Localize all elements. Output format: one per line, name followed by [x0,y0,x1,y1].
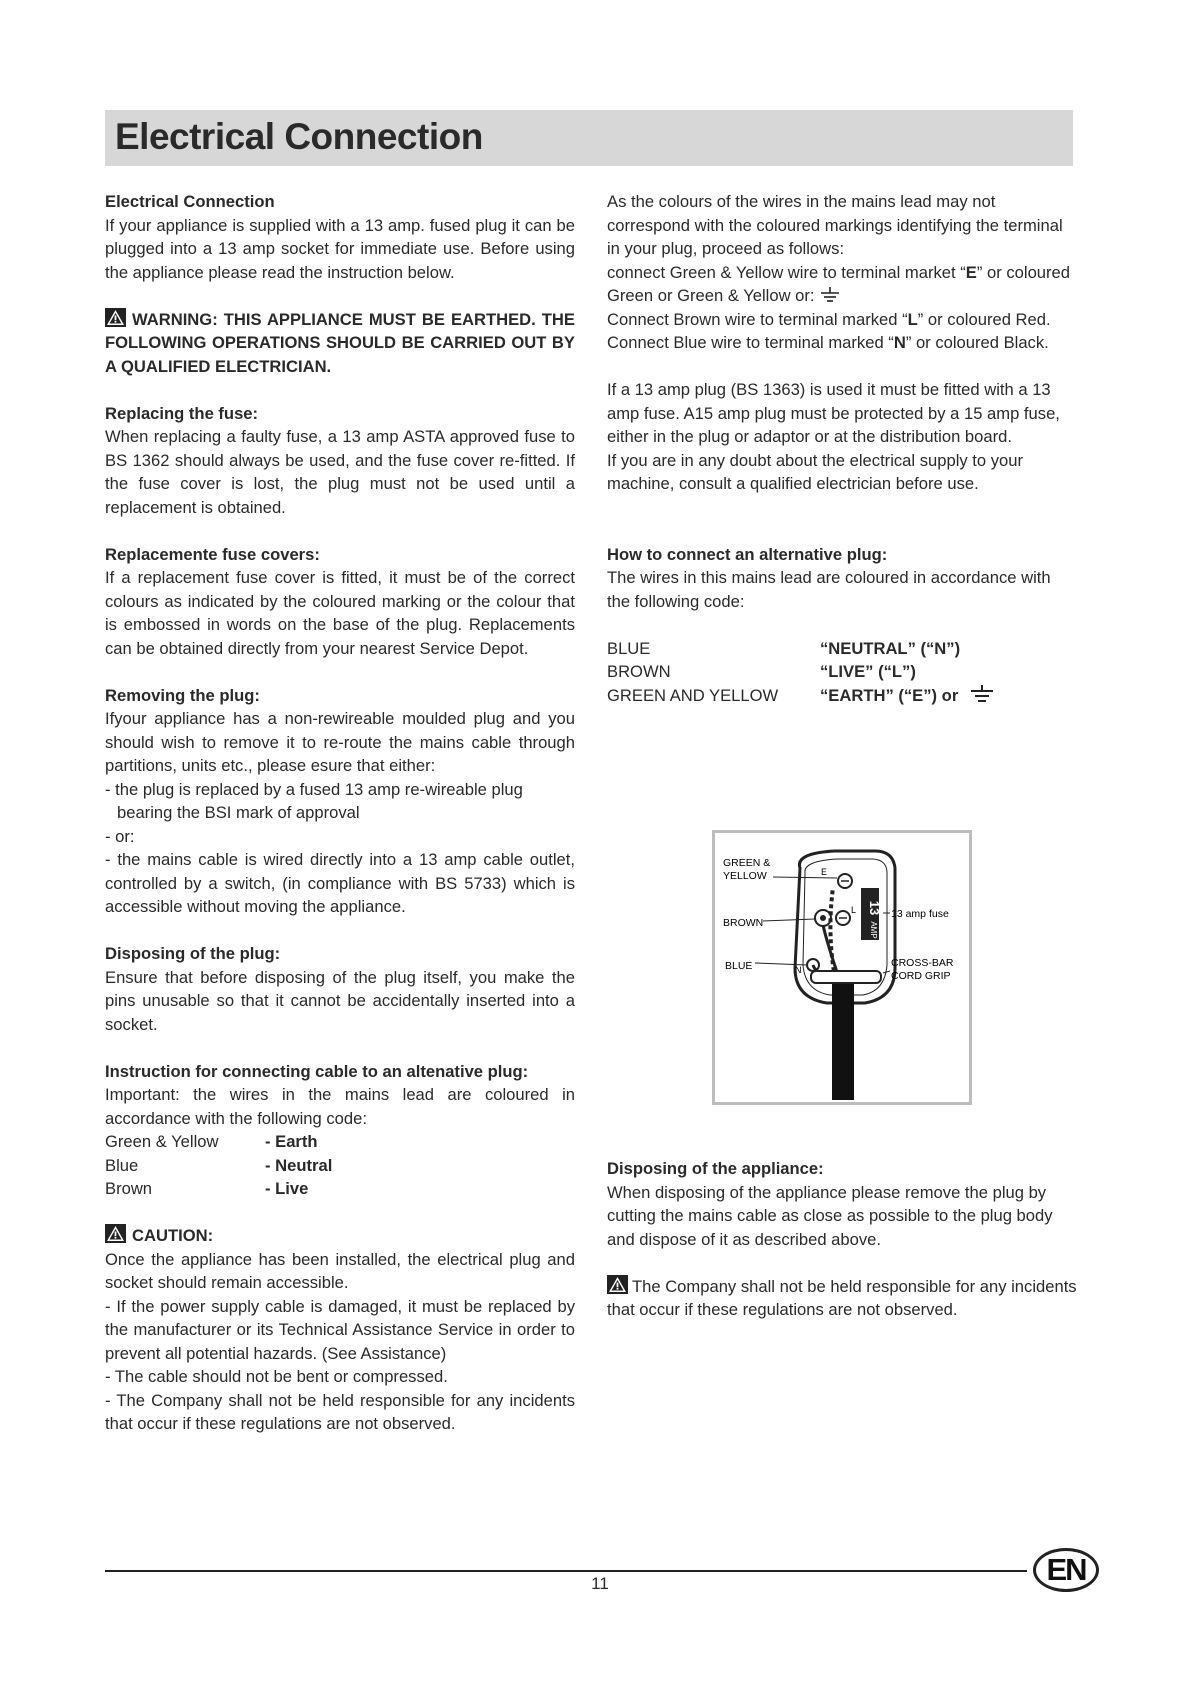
removing-text: Ifyour appliance has a non-rewireable moulded plug and you should wish to remove it to re-route the mains cable through partitions, units etc., please esure that either: [105,709,575,775]
fuse-heading: Replacing the fuse: [105,403,259,423]
removing-or: - or: [105,826,135,846]
code-row [105,1130,575,1154]
code-row [105,1154,575,1178]
caution-text-2: - If the power supply cable is damaged, it must be replaced by the manufacturer or its Technical Assistance Service in order to prevent all potential hazards. (See Assistance) [105,1296,575,1363]
label-cordgrip: CORD GRIP [891,970,951,982]
howto-text: The wires in this mains lead are coloured in accordance with the following code: [607,568,1051,611]
code-role: “EARTH” (“E”) or [820,684,995,708]
caution-text-3: - The cable should not be bent or compressed. [105,1367,448,1386]
code-row [105,1177,575,1201]
code-wire: BLUE [607,638,651,658]
page-number: 11 [591,1574,609,1593]
caution-text-4: - The Company shall not be held responsible for any incidents that occur if these regulations are not observed. [105,1390,575,1433]
disposing-appliance-text: When disposing of the appliance please remove the plug by cutting the mains cable as close as possible to the plug body and dispose of it as described above. [607,1182,1053,1249]
code-role: - Live [265,1179,309,1198]
earth-symbol-icon [819,286,841,304]
warning-icon [607,1275,628,1294]
label-blue: BLUE [725,960,753,972]
terminal-n-label: N [795,965,802,975]
right-column [607,190,1077,707]
plug-diagram-svg [715,833,969,1102]
howto-heading: How to connect an alternative plug: [607,544,888,564]
intro-heading: Electrical Connection [105,192,275,211]
green-instruction: connect Green & Yellow wire to terminal market “E” or coloured Green or Green & Yellow or: [607,262,1071,305]
disposing-appliance-heading: Disposing of the appliance: [607,1159,824,1178]
code-role: “NEUTRAL” (“N”) [820,638,961,658]
disposing-plug-heading: Disposing of the plug: [105,944,281,963]
fuse-number: 13 [867,900,882,916]
covers-heading: Replacemente fuse covers: [105,544,320,564]
colours-intro: As the colours of the wires in the mains lead may not correspond with the coloured markings identifying the terminal in your plug, proceed as follows: [607,192,1063,258]
earth-symbol-icon [969,684,995,704]
removing-item-2: - the mains cable is wired directly into a 13 amp cable outlet, controlled by a switch, (in compliance with BS 5733) which is accessible without moving the appliance. [105,850,575,916]
code-row [607,637,1077,661]
left-column [105,190,575,1436]
company-notice [607,1275,1077,1322]
title-bar [105,110,1073,166]
code-role: - Neutral [265,1155,333,1175]
warning-block [105,308,575,379]
right-bottom [607,1157,1077,1322]
removing-item-1: - the plug is replaced by a fused 13 amp re-wireable plug [105,779,523,799]
page-title: Electrical Connection [115,116,483,157]
fuse-unit: AMP [869,921,878,939]
caution-icon [105,1224,126,1243]
disposing-plug-text: Ensure that before disposing of the plug itself, you make the pins unusable so that it cannot be accidentally inserted into a socket. [105,967,575,1034]
plug13-text: If a 13 amp plug (BS 1363) is used it must be fitted with a 13 amp fuse. A15 amp plug must be protected by a 15 amp fuse, either in the plug or adaptor or at the distribution board. [607,380,1060,446]
warning-text: WARNING: THIS APPLIANCE MUST BE EARTHED. THE FOLLOWING OPERATIONS SHOULD BE CARRIED OUT BY A QUALIFIED ELECTRICIAN. [105,309,575,376]
language-badge: EN [1033,1548,1099,1592]
removing-heading: Removing the plug: [105,685,260,705]
code-role: “LIVE” (“L”) [820,662,916,681]
brown-instruction: Connect Brown wire to terminal marked “L” or coloured Red. [607,309,1051,329]
footer-rule [105,1570,1027,1572]
fuse-text: When replacing a faulty fuse, a 13 amp ASTA approved fuse to BS 1362 should always be used, and the fuse cover re-fitted. If the fuse cover is lost, the plug must not be used until a replacement is obtained. [105,427,575,517]
code-row [607,684,1077,708]
doubt-text: If you are in any doubt about the electrical supply to your machine, consult a qualified electrician before use. [607,450,1024,493]
covers-text: If a replacement fuse cover is fitted, it must be of the correct colours as indicated by the coloured marking or the colour that is embossed in words on the base of the plug. Replacements can be obtained directly from your nearest Service Depot. [105,568,575,658]
intro-text: If your appliance is supplied with a 13 amp. fused plug it can be plugged into a 13 amp socket for immediate use. Before using the appliance please read the instruction below. [105,215,575,282]
code-role: - Earth [265,1132,318,1151]
caution-text-1: Once the appliance has been installed, the electrical plug and socket should remain accessible. [105,1249,575,1292]
alt-plug-text: Important: the wires in the mains lead are coloured in accordance with the following code: [105,1085,575,1128]
warning-icon [105,308,126,327]
terminal-e-label: E [821,867,828,877]
code-wire: GREEN AND YELLOW [607,685,779,705]
code-wire: BROWN [607,662,671,681]
blue-instruction: Connect Blue wire to terminal marked “N” or coloured Black. [607,333,1049,352]
label-fuse: 13 amp fuse [891,908,949,920]
code-wire: Green & Yellow [105,1132,219,1151]
label-crossbar: CROSS-BAR [891,957,954,969]
caution-heading-row [105,1224,575,1248]
alt-plug-heading: Instruction for connecting cable to an altenative plug: [105,1061,529,1081]
company-text: The Company shall not be held responsible for any incidents that occur if these regulations are not observed. [607,1276,1077,1319]
terminal-l-label: L [851,905,857,915]
code-wire: Brown [105,1179,153,1198]
plug-wiring-diagram [712,830,972,1105]
code-wire: Blue [105,1155,139,1175]
label-brown: BROWN [723,917,764,929]
removing-item-1-cont: bearing the BSI mark of approval [117,803,360,822]
code-row [607,660,1077,684]
label-yellow: YELLOW [723,870,767,882]
label-green: GREEN & [723,857,771,869]
caution-heading: CAUTION: [132,1226,214,1245]
